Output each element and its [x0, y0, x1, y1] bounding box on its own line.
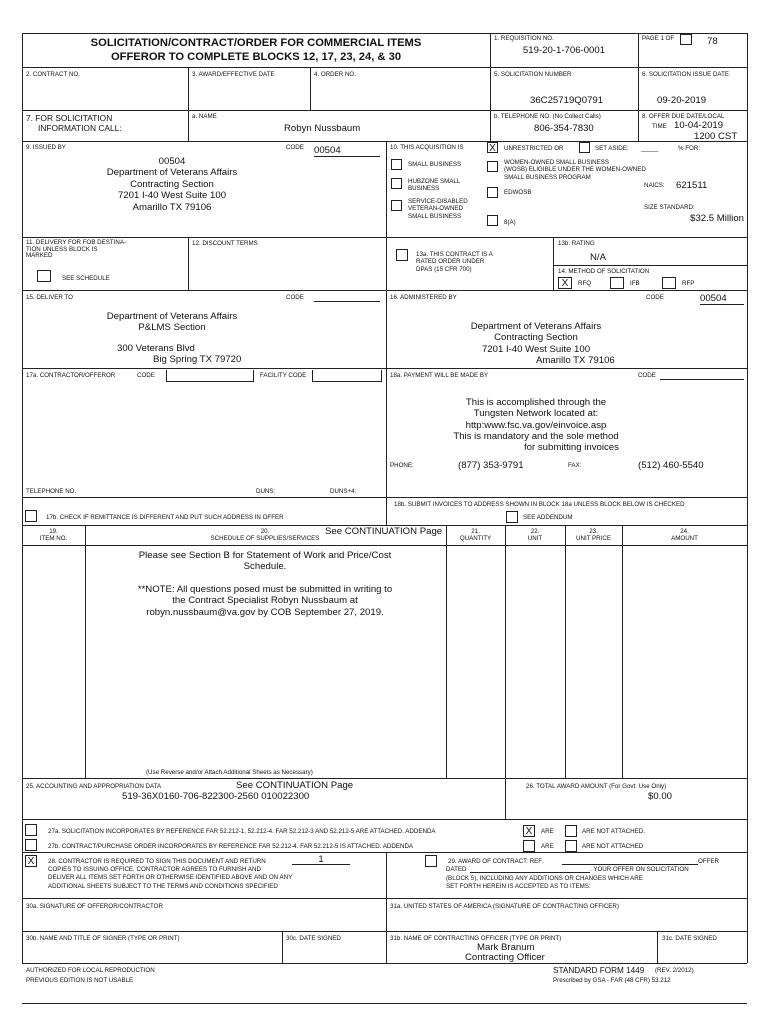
- facility-code-label: FACILITY CODE: [260, 372, 307, 379]
- phone-label: b. TELEPHONE NO. (No Collect Calls): [494, 113, 601, 120]
- block27a-not-label: ARE NOT ATTACHED.: [582, 828, 645, 835]
- issued-by-label: 9. ISSUED BY: [26, 144, 66, 151]
- payment-fax: (512) 460-5540: [638, 460, 704, 471]
- set-aside-blank: _____: [641, 145, 659, 152]
- deliver-to-label: 15. DELIVER TO: [26, 294, 73, 301]
- sdvosb-checkbox[interactable]: [391, 200, 402, 211]
- payment-phone: (877) 353-9791: [458, 460, 524, 471]
- payment-instructions: This is accomplished through the Tungsten Network located at: http:www.fsc.va.gov/einvoice.asp This is mandatory and the sole method: [453, 397, 619, 443]
- offer-time-label: TIME: [652, 123, 667, 130]
- fob-checkbox[interactable]: [37, 270, 51, 282]
- contact-phone: 806-354-7830: [534, 123, 594, 134]
- col-quantity: 21. QUANTITY: [459, 528, 492, 543]
- block27b-are-label: ARE: [541, 843, 554, 850]
- edwosb-checkbox[interactable]: [487, 187, 498, 198]
- block29-checkbox[interactable]: [425, 855, 437, 867]
- block27b-checkbox[interactable]: [25, 839, 37, 851]
- issue-date-value: 09-20-2019: [657, 95, 707, 106]
- issued-by-address: 00504 Department of Veterans Affairs Contracting Section 7201 I-40 West Suite 100 Amarillo TX 79106: [106, 156, 238, 213]
- wosb-label: WOMEN-OWNED SMALL BUSINESS (WOSB) ELIGIBLE UNDER THE WOMEN-OWNED SMALL BUSINESS PROGRAM: [504, 159, 646, 181]
- admin-code-label: CODE: [646, 294, 664, 301]
- issued-code-label: CODE: [286, 144, 304, 151]
- block27a-checkbox[interactable]: [25, 824, 37, 836]
- signature-officer-label: 31a. UNITED STATES OF AMERICA (SIGNATURE OF CONTRACTING OFFICER): [390, 903, 619, 910]
- requisition-label: 1. REQUISITION NO.: [494, 35, 554, 42]
- payment-instructions-last: for submitting invoices: [524, 442, 619, 453]
- remittance-label: 17b. CHECK IF REMITTANCE IS DIFFERENT AND PUT SUCH ADDRESS IN OFFER: [46, 514, 284, 521]
- block27b-not-checkbox[interactable]: [565, 840, 577, 852]
- rfq-label: RFQ: [578, 280, 592, 287]
- admin-code-value: 00504: [700, 293, 744, 305]
- solicitation-number-label: 5. SOLICITATION NUMBER: [494, 71, 572, 78]
- hubzone-label: HUBZONE SMALL BUSINESS: [408, 178, 461, 193]
- deliver-to-street: 300 Veterans Blvd: [117, 343, 195, 354]
- block28-checkbox[interactable]: X: [25, 855, 37, 867]
- block27a-are-label: ARE: [541, 828, 554, 835]
- block29-body: (BLOCK 5), INCLUDING ANY ADDITIONS OR CHANGES WHICH ARE SET FORTH HEREIN IS ACCEPTED AS TO ITEMS:: [446, 875, 643, 891]
- block27a-are-checkbox[interactable]: X: [523, 825, 535, 837]
- payment-code-line: [660, 379, 744, 380]
- col-schedule: 20. SCHEDULE OF SUPPLIES/SERVICES: [210, 528, 320, 543]
- signature-offeror-label: 30a. SIGNATURE OF OFFEROR/CONTRACTOR: [26, 903, 163, 910]
- contractor-code-label: CODE: [137, 372, 155, 379]
- acquisition-label: 10. THIS ACQUISITION IS: [390, 144, 464, 151]
- block27b-not-label: ARE NOT ATTACHED: [582, 843, 644, 850]
- deliver-to-address: Department of Veterans Affairs P&LMS Section: [106, 311, 238, 334]
- page-label: PAGE 1 OF: [642, 35, 675, 42]
- col-unit-price: 23. UNIT PRICE: [576, 528, 611, 543]
- block29-dated-line: [470, 872, 590, 873]
- offer-due-label: 8. OFFER DUE DATE/LOCAL: [642, 113, 725, 120]
- set-aside-label: SET ASIDE:: [595, 145, 629, 152]
- award-date-label: 3. AWARD/EFFECTIVE DATE: [192, 71, 275, 78]
- schedule-footnote: (Use Reverse and/or Attach Additional Sheets as Necessary): [146, 769, 313, 776]
- method-label: 14. METHOD OF SOLICITATION: [558, 268, 650, 275]
- block29-ref-line: [562, 864, 698, 865]
- footer-prescribed: Prescribed by GSA - FAR (48 CFR) 53.212: [553, 977, 671, 984]
- contract-no-label: 2. CONTRACT NO.: [26, 71, 80, 78]
- block28-label-b: COPIES TO ISSUING OFFICE. CONTRACTOR AGREES TO FURNISH AND DELIVER ALL ITEMS SET FORTH OR OTHERWISE IDENTIFIED ABOVE AND ON ANY ADDITIONAL SHEETS SUBJECT TO THE TERMS AND CONDITIONS SPECIFIED: [48, 866, 293, 890]
- block27b-label: 27b. CONTRACT/PURCHASE ORDER INCORPORATES BY REFERENCE FAR 52.212-4. FAR 52.212-5 IS ATTACHED. ADDENDA: [48, 843, 414, 850]
- set-aside-checkbox[interactable]: [579, 142, 590, 153]
- eight-a-label: 8(A): [504, 219, 516, 226]
- officer-name-label: 31b. NAME OF CONTRACTING OFFICER (TYPE OR PRINT): [390, 935, 562, 942]
- officer-name: Mark Branum: [477, 942, 535, 953]
- size-standard-value: $32.5 Million: [690, 213, 744, 224]
- block27a-not-checkbox[interactable]: [565, 825, 577, 837]
- schedule-body-2: **NOTE: All questions posed must be submitted in writing to the Contract Specialist Robyn Nussbaum at robyn.nussbaum@va.gov by COB September 27, 2019.: [137, 584, 393, 618]
- col-unit: 22. UNIT: [527, 528, 543, 543]
- name-label: a. NAME: [192, 113, 217, 120]
- rfp-checkbox[interactable]: [662, 277, 676, 289]
- duns4-label: DUNS+4:: [330, 488, 357, 495]
- col-item-no: 19. ITEM NO.: [39, 528, 68, 543]
- facility-code-field[interactable]: [312, 370, 382, 382]
- discount-terms-label: 12. DISCOUNT TERMS: [192, 240, 258, 247]
- schedule-continuation: See CONTINUATION Page: [325, 526, 443, 537]
- block29-label: 29. AWARD OF CONTRACT: REF.: [448, 858, 544, 865]
- remittance-checkbox[interactable]: [25, 510, 37, 522]
- footer-previous-edition: PREVIOUS EDITION IS NOT USABLE: [26, 977, 134, 984]
- block7-label1: 7. FOR SOLICITATION: [26, 113, 113, 123]
- accounting-value: 519-36X0160-706-822300-2560 010022300: [122, 791, 310, 802]
- submit-invoices-label: 18b. SUBMIT INVOICES TO ADDRESS SHOWN IN BLOCK 18a UNLESS BLOCK BELOW IS CHECKED: [394, 501, 685, 508]
- officer-title: Contracting Officer: [465, 952, 545, 963]
- contact-name: Robyn Nussbaum: [284, 123, 361, 134]
- administered-by-label: 16. ADMINISTERED BY: [390, 294, 457, 301]
- accounting-label: 25. ACCOUNTING AND APPROPRIATION DATA: [26, 783, 162, 790]
- block11-label: 11. DELIVERY FOR FOB DESTINA- TION UNLESS BLOCK IS MARKED: [26, 239, 127, 260]
- contractor-label: 17a. CONTRACTOR/OFFEROR: [26, 372, 116, 379]
- hubzone-checkbox[interactable]: [391, 178, 402, 189]
- edwosb-label: EDWOSB: [504, 189, 532, 196]
- footer-form-number: STANDARD FORM 1449: [553, 966, 645, 975]
- signer-date-label: 30c. DATE SIGNED: [286, 935, 341, 942]
- unrestricted-checkbox[interactable]: X: [487, 142, 498, 153]
- issued-code-value: 00504: [314, 145, 380, 157]
- small-business-label: SMALL BUSINESS: [408, 161, 462, 168]
- signer-name-label: 30b. NAME AND TITLE OF SIGNER (TYPE OR PRINT): [26, 935, 180, 942]
- form-title: [22, 36, 490, 64]
- eight-a-checkbox[interactable]: [487, 215, 498, 226]
- block28-label-a: 28. CONTRACTOR IS REQUIRED TO SIGN THIS DOCUMENT AND RETURN: [48, 858, 266, 865]
- block27a-label: 27a. SOLICITATION INCORPORATES BY REFERENCE FAR 52.212-1, 52.212-4. FAR 52.212-3 AND 52.212-5 ARE ATTACHED. ADDENDA: [48, 828, 436, 835]
- addendum-label: SEE ADDENDUM: [523, 514, 573, 521]
- offer-due-time: 1200 CST: [694, 131, 738, 142]
- administered-by-city: Amarillo TX 79106: [536, 355, 615, 366]
- unrestricted-label: UNRESTRICTED OR: [504, 145, 564, 152]
- size-standard-label: SIZE STANDARD:: [644, 204, 695, 211]
- small-business-checkbox[interactable]: [391, 159, 402, 170]
- block27b-are-checkbox[interactable]: [523, 840, 535, 852]
- order-no-label: 4. ORDER NO.: [314, 71, 356, 78]
- wosb-checkbox[interactable]: [487, 161, 498, 172]
- total-award-value: $0.00: [648, 791, 673, 802]
- naics-label: NAICS:: [644, 182, 665, 189]
- telephone-label: TELEPHONE NO.: [26, 488, 77, 495]
- administered-by-address: Department of Veterans Affairs Contracting Section 7201 I-40 West Suite 100: [470, 321, 602, 355]
- deliver-code-line: [314, 301, 380, 302]
- footer-reproduction: AUTHORIZED FOR LOCAL REPRODUCTION: [26, 967, 155, 974]
- sdvosb-label: SERVICE-DISABLED VETERAN-OWNED SMALL BUSINESS: [408, 198, 468, 220]
- accounting-continuation: See CONTINUATION Page: [236, 780, 354, 791]
- solicitation-number-value: 36C25719Q0791: [530, 95, 604, 106]
- schedule-body-1: Please see Section B for Statement of Work and Price/Cost Schedule.: [138, 550, 392, 573]
- rating-value: N/A: [590, 252, 606, 263]
- rating-label: 13b. RATING: [558, 240, 595, 247]
- block29-offer: OFFER: [698, 858, 719, 865]
- footer-revision: (REV. 2/2012): [655, 967, 694, 974]
- rfq-checkbox[interactable]: X: [558, 277, 572, 289]
- total-award-label: 26. TOTAL AWARD AMOUNT (For Govt. Use Only): [526, 783, 667, 790]
- ifb-label: IFB: [630, 280, 640, 287]
- payment-phone-label: PHONE:: [390, 462, 414, 469]
- see-schedule-label: SEE SCHEDULE: [62, 275, 110, 282]
- offer-due-date: 10-04-2019: [674, 120, 724, 131]
- duns-label: DUNS:: [256, 488, 276, 495]
- pct-for-label: % FOR:: [678, 145, 701, 152]
- deliver-to-city: Big Spring TX 79720: [153, 354, 242, 365]
- issue-date-label: 6. SOLICITATION ISSUE DATE: [642, 71, 729, 78]
- payment-label: 18a. PAYMENT WILL BE MADE BY: [390, 372, 489, 379]
- block13a-label: 13a. THIS CONTRACT IS A RATED ORDER UNDER DPAS (15 CFR 700): [416, 251, 493, 273]
- block29-dated: DATED: [446, 866, 467, 873]
- page-total: 78: [707, 36, 718, 47]
- payment-fax-label: FAX:: [568, 462, 582, 469]
- col-amount: 24. AMOUNT: [671, 528, 698, 543]
- block7-label2: INFORMATION CALL:: [38, 123, 122, 133]
- contractor-code-field[interactable]: [166, 370, 254, 382]
- requisition-value: 519-20-1-706-0001: [522, 45, 606, 56]
- officer-date-label: 31c. DATE SIGNED: [662, 935, 717, 942]
- rfp-label: RFP: [682, 280, 695, 287]
- form-title-line1: SOLICITATION/CONTRACT/ORDER FOR COMMERCIAL ITEMS: [90, 37, 422, 49]
- block28-copies: 1: [292, 855, 350, 865]
- addendum-checkbox[interactable]: [506, 511, 518, 523]
- block29-your-offer: . YOUR OFFER ON SOLICITATION: [590, 866, 689, 873]
- deliver-code-label: CODE: [286, 294, 304, 301]
- payment-code-label: CODE: [638, 372, 656, 379]
- form-title-line2: OFFEROR TO COMPLETE BLOCKS 12, 17, 23, 24, & 30: [110, 51, 402, 63]
- naics-value: 621511: [676, 180, 708, 191]
- ifb-checkbox[interactable]: [610, 277, 624, 289]
- page-box: [680, 34, 692, 45]
- dpas-checkbox[interactable]: [396, 249, 408, 261]
